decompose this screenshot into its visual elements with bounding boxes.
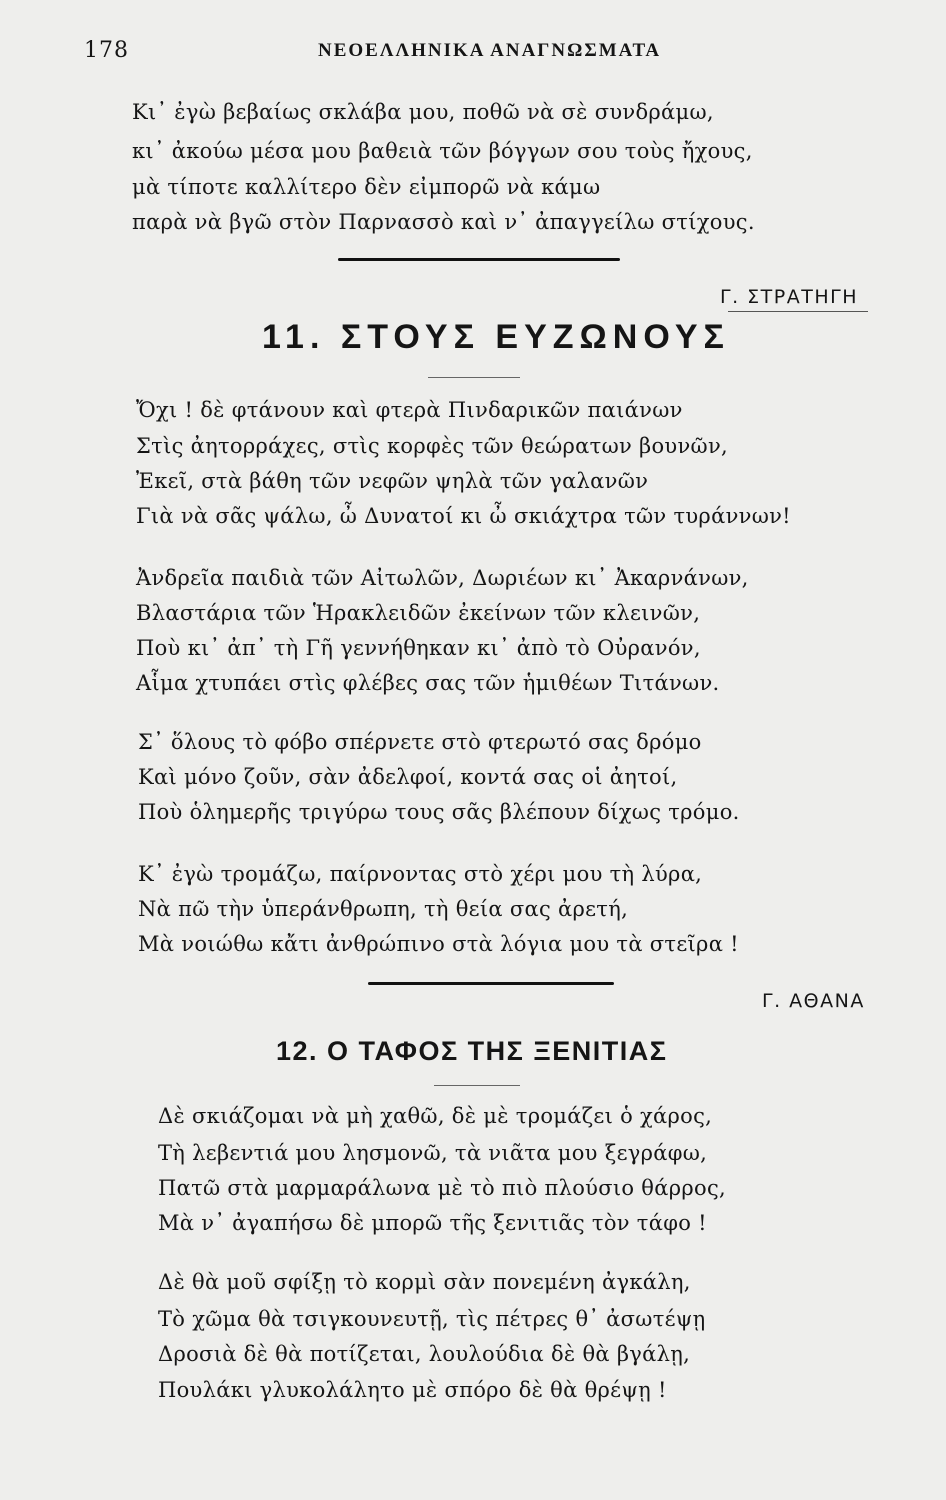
verse-line: Κ᾽ ἐγὼ τρομάζω, παίρνοντας στὸ χέρι μου τὴ λύρα, <box>138 862 703 886</box>
verse-line: Γιὰ νὰ σᾶς ψάλω, ὦ Δυνατοί κι ὦ σκιάχτρα τῶν τυράννων! <box>136 504 791 528</box>
poem-title: 12. Ο ΤΑΦΟΣ ΤΗΣ ΞΕΝΙΤΙΑΣ <box>276 1036 668 1066</box>
verse-line: Μὰ νοιώθω κἄτι ἀνθρώπινο στὰ λόγια μου τὰ στεῖρα ! <box>138 932 739 956</box>
title-underline <box>434 1085 520 1086</box>
verse-line: Ποὺ κι᾽ ἀπ᾽ τὴ Γῆ γεννήθηκαν κι᾽ ἀπὸ τὸ Οὐρανόν, <box>136 636 701 660</box>
verse-line: Ἀνδρεῖα παιδιὰ τῶν Αἰτωλῶν, Δωριέων κι᾽ Ἀκαρνάνων, <box>136 566 749 590</box>
page-header <box>0 34 946 70</box>
section-divider <box>338 258 620 261</box>
verse-line: Κι᾽ ἐγὼ βεβαίως σκλάβα μου, ποθῶ νὰ σὲ συνδράμω, <box>132 100 714 124</box>
page-number: 178 <box>84 38 129 63</box>
verse-line: Αἷμα χτυπάει στὶς φλέβες σας τῶν ἡμιθέων Τιτάνων. <box>136 671 720 695</box>
author-signature: Γ. ΑΘΑΝΑ <box>762 990 865 1012</box>
verse-line: Πουλάκι γλυκολάλητο μὲ σπόρο δὲ θὰ θρέψῃ ! <box>158 1378 667 1402</box>
author-underline <box>728 311 868 312</box>
verse-line: Νὰ πῶ τὴν ὑπεράνθρωπη, τὴ θεία σας ἀρετή, <box>138 897 629 921</box>
section-divider <box>368 982 614 985</box>
verse-line: Δὲ θὰ μοῦ σφίξῃ τὸ κορμὶ σὰν πονεμένη ἀγκάλη, <box>158 1270 691 1294</box>
verse-line: Πατῶ στὰ μαρμαράλωνα μὲ τὸ πιὸ πλούσιο θάρρος, <box>158 1176 726 1200</box>
verse-line: Βλαστάρια τῶν Ἡρακλειδῶν ἐκείνων τῶν κλεινῶν, <box>136 601 701 625</box>
verse-line: κι᾽ ἀκούω μέσα μου βαθειὰ τῶν βόγγων σου τοὺς ἤχους, <box>132 139 753 163</box>
verse-line: Ὄχι ! δὲ φτάνουν καὶ φτερὰ Πινδαρικῶν παιάνων <box>136 398 683 422</box>
verse-line: Τὸ χῶμα θὰ τσιγκουνευτῇ, τὶς πέτρες θ᾽ ἀσωτέψῃ <box>158 1307 706 1331</box>
verse-line: παρὰ νὰ βγῶ στὸν Παρνασσὸ καὶ ν᾽ ἀπαγγείλω στίχους. <box>132 210 755 234</box>
verse-line: Μὰ ν᾽ ἀγαπήσω δὲ μπορῶ τῆς ξενιτιᾶς τὸν τάφο ! <box>158 1211 707 1235</box>
verse-line: Δροσιὰ δὲ θὰ ποτίζεται, λουλούδια δὲ θὰ βγάλῃ, <box>158 1342 691 1366</box>
verse-line: Δὲ σκιάζομαι νὰ μὴ χαθῶ, δὲ μὲ τρομάζει ὁ χάρος, <box>158 1104 713 1128</box>
verse-line: Στὶς ἀητορράχες, στὶς κορφὲς τῶν θεώρατων βουνῶν, <box>136 434 729 458</box>
author-signature: Γ. ΣΤΡΑΤΗΓΗ <box>720 286 858 308</box>
verse-line: μὰ τίποτε καλλίτερο δὲν εἰμπορῶ νὰ κάμω <box>132 175 601 199</box>
title-underline <box>428 377 520 378</box>
verse-line: Καὶ μόνο ζοῦν, σὰν ἀδελφοί, κοντά σας οἱ ἀητοί, <box>138 765 678 789</box>
verse-line: Ἐκεῖ, στὰ βάθη τῶν νεφῶν ψηλὰ τῶν γαλανῶν <box>136 469 649 493</box>
verse-line: Ποὺ ὁλημερῆς τριγύρω τους σᾶς βλέπουν δίχως τρόμο. <box>138 800 740 824</box>
verse-line: Σ᾽ ὅλους τὸ φόβο σπέρνετε στὸ φτερωτό σας δρόμο <box>138 730 702 754</box>
verse-line: Τὴ λεβεντιά μου λησμονῶ, τὰ νιᾶτα μου ξεγράφω, <box>158 1141 708 1165</box>
poem-title: 11. ΣΤΟΥΣ ΕΥΖΩΝΟΥΣ <box>262 318 730 356</box>
running-title: ΝΕΟΕΛΛΗΝΙΚΑ ΑΝΑΓΝΩΣΜΑΤΑ <box>318 40 662 61</box>
